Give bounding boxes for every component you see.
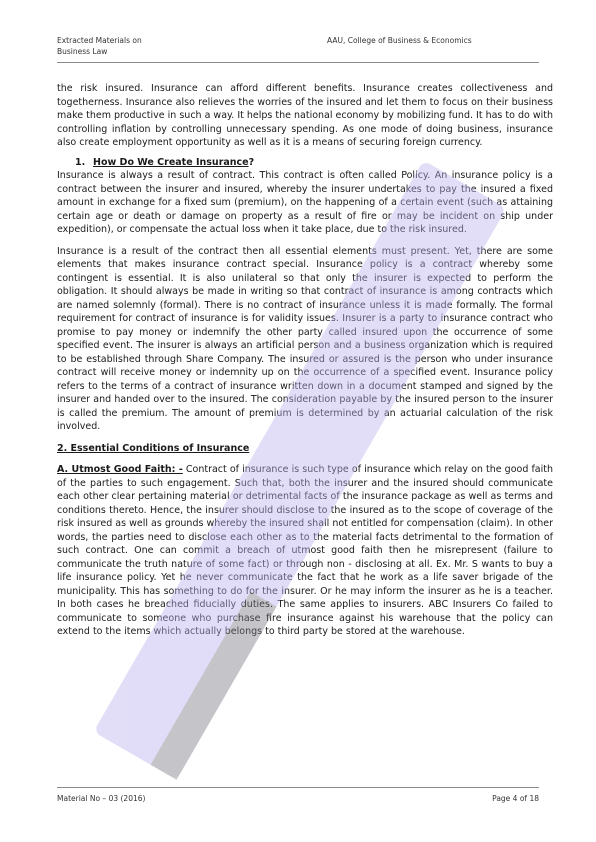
header-left-line2: Business Law [57, 46, 108, 56]
utmost-good-faith-text: Contract of insurance is such type of insurance which relay on the good faith of the parties to such engagement. Such that, both the insurer and the insured should communicate each other clear pertaining material or detrimental facts of the insurance package as well as terms and conditions thereto. Hence, the insurer should disclose to the insured as to the scope of coverage of the risk insured as well as grounds whereby the insured shall not entitled for compensation (claim). In other words, the parties need to disclose each other as to the material facts detrimental to the formation of such contract. One can commit a breach of utmost good faith then he misrepresent (failure to communicate the truth nature of some fact) or through non - disclosing at all. Ex. Mr. S wants to buy a life insurance policy. Yet he never communicate the fact that he work as a life saver brigade of the municipality. This has something to do for the insurer. Or he may inform the insurer as he is a teacher. In both cases he breached fiducially duties. The same applies to insurers. ABC Insurers Co failed to communicate to someone who purchase fire insurance against his warehouse that the policy can extend to the items which actually belongs to third party be stored at the warehouse. [57, 464, 553, 637]
footer-page-number: Page 4 of 18 [492, 794, 539, 803]
heading-question-mark: ? [248, 156, 255, 168]
footer-material-number: Material No – 03 (2016) [57, 794, 146, 803]
subheading-utmost-good-faith: A. Utmost Good Faith: - [57, 464, 183, 475]
header-right: AAU, College of Business & Economics [327, 36, 472, 45]
page-header [57, 36, 539, 63]
heading-number: 1. [75, 156, 86, 168]
document-body [57, 82, 553, 647]
heading-title: How Do We Create Insurance [93, 156, 249, 168]
header-left [57, 36, 257, 57]
header-left-line1: Extracted Materials on [57, 36, 142, 45]
page-footer [57, 787, 539, 808]
section-heading-create-insurance [57, 156, 553, 170]
paragraph-benefits: the risk insured. Insurance can afford different benefits. Insurance creates collectiveness and togetherness. Insurance also relieves the worries of the insured and let them to focus on their business make them productive in such a way. It helps the national economy by mobilizing fund. It has to do with controlling inflation by controlling unnecessary spending. As one mode of doing business, insurance also create employment opportunity as well as it is a means of securing foreign currency. [57, 83, 553, 148]
section-heading-essential-conditions: 2. Essential Conditions of Insurance [57, 442, 250, 454]
paragraph-contract-elements: Insurance is a result of the contract then all essential elements must present. Yet, there are some elements that makes insurance contract special. Insurance policy is a contract whereby some contingent is essential. It is also unilateral so that only the insurer is expected to perform the obligation. It should always be made in writing so that contract of insurance is among contracts which are named solemnly (formal). There is no contract of insurance unless it is made formally. The formal requirement for contract of insurance is for validity issues. Insurer is a party to insurance contract who promise to pay money or indemnify the other party called insured upon the occurrence of some specified event. The insurer is always an artificial person and a business organization which is required to be established through Share Company. The insured or assured is the person who under insurance contract will receive money or indemnity up on the occurrence of a specified event. Insurance policy refers to the terms of a contract of insurance written down in a document stamped and signed by the insurer and handed over to the insured. The consideration payable by the insured person to the insurer is called the premium. The amount of premium is determined by an actuarial calculation of the risk involved. [57, 245, 553, 432]
paragraph-utmost-good-faith [57, 463, 553, 639]
paragraph-policy: Insurance is always a result of contract. This contract is often called Policy. An insurance policy is a contract between the insurer and insured, whereby the insurer undertakes to pay the insured a fixed amount in exchange for a fixed sum (premium), on the happening of a certain event (such as attaining certain age or death or damage on property as a result of fire or may be incident on ship under expedition), or compensate the actual loss when it take place, due to the risk insured. [57, 170, 553, 235]
